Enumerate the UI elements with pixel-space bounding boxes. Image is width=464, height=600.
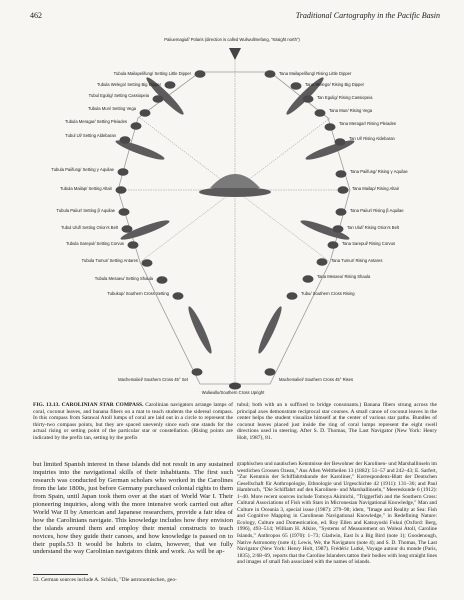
rising-star-label: Tana Mailap/ Rising Altair — [352, 186, 400, 191]
coral-lump — [315, 109, 326, 117]
rising-star-label: Tana Tumur/ Rising Antares — [331, 258, 383, 263]
coral-lump — [128, 241, 139, 249]
leaf-bundle — [255, 305, 284, 356]
coral-lump — [265, 368, 276, 376]
figure-caption-left — [33, 402, 233, 442]
rising-star-label: Tana Mesaeu/ Rising Shaula — [317, 274, 371, 279]
coral-lump — [165, 81, 176, 89]
coral-lump — [142, 259, 153, 267]
coral-lump — [303, 275, 314, 283]
coral-lump — [195, 70, 206, 78]
running-title: Traditional Cartography in the Pacific Basin — [295, 11, 440, 20]
coral-lump — [173, 292, 184, 300]
coral-lump — [153, 95, 164, 103]
setting-star-label: Tubula Sarepul/ Setting Corvus — [65, 241, 124, 246]
central-canoe — [199, 187, 271, 197]
coral-lump — [303, 95, 314, 103]
setting-star-label: Tubul Egulig/ Setting Cassiopeia — [88, 93, 149, 98]
setting-star-label: Tubul Ul/ Setting Aldebaran — [65, 133, 116, 138]
coral-lump — [317, 258, 328, 266]
coral-lump — [120, 136, 131, 144]
rising-star-label: Tubu/ Southern Cross Rising — [301, 291, 355, 296]
setting-star-label: Machemaliel/ Southern Cross 45° Set — [118, 377, 188, 382]
setting-star-label: Tubula Mailapelifung/ Setting Little Dipper — [113, 71, 191, 76]
figure-caption-label: FIG. 13.13. CAROLINIAN STAR COMPASS. — [33, 402, 144, 408]
coral-lump — [287, 292, 298, 300]
rising-star-label: Machemaliel/ Southern Cross 45° Rises — [279, 377, 354, 382]
rising-star-label: Tana Sarepul/ Rising Corvus — [342, 241, 396, 246]
setting-star-label: Tubula Paiiur/ Setting β Aquilae — [56, 208, 115, 213]
coral-lump — [118, 168, 129, 176]
coral-lump — [338, 186, 349, 194]
diagram-bottom-label: Wuliwullu/Southern Cross Upright — [201, 390, 265, 395]
leaf-bundle — [185, 305, 214, 356]
rising-star-label: Tana Paiifung/ Rising γ Aquilae — [350, 169, 408, 174]
setting-star-label: Tubukup/ Southern Cross Setting — [107, 291, 169, 296]
body-text-right-column: graphischen und nautischen Kenntnisse der Bewohner der Karolinen- und Marshallinseln im westlichen Grossen Ozean," Aus Allen Welttheilen 13 (1882): 51–57 and 242–43; E. Sarfert, "Zur Kenntnis der Schiffahrtskunde der Karoliner," Korrespondenz-Blatt der Deutschen Gesellschaft für Anthropologie, Ethnologie und Urgeschichte 42 (1911): 131–36; and Paul Hambruch, "Die Schiffahrt auf den Karolinen- und Marshallinseln," Meereskunde 6 (1912): 1–40. More recent sources include Tomoya Akimichi, "Triggerfish and the Southern Cross: Cultural Associations of Fish with Stars in Micronesian Navigational Knowledge," Man and Culture in Oceania 3, special issue (1987): 279–98; idem, "Image and Reality at Sea: Fish and Cognitive Mapping in Carolinean Navigational Knowledge," in Redefining Nature: Ecology, Culture and Domestication, ed. Roy Ellen and Katsuyoshi Fukui (Oxford: Berg, 1996), 493–514; William H. Alkire, "Systems of Measurement on Woleai Atoll, Caroline Islands," Anthropos 65 (1970): 1–73; Gladwin, East Is a Big Bird (note 1); Goodenough, Native Astronomy (note 4); Lewis, We, the Navigators (note 4); and S. D. Thomas, The Last Navigator (New York: Henry Holt, 1987). Frédéric Lutké, Voyage autour du monde (Paris, 1835), 2:68–69, reports that the Caroline Islanders tattoo their bodies with long straight lines and images of small fish associated with the names of islands. — [237, 461, 437, 566]
coral-lump — [333, 225, 344, 233]
polaris-marker — [229, 48, 241, 60]
setting-star-label: Tubul Uluf/ Setting Orion's Belt — [61, 225, 118, 230]
coral-lump — [116, 186, 127, 194]
setting-star-label: Tubula Welego/ Setting Big Dipper — [96, 82, 161, 87]
page-number: 462 — [30, 11, 42, 20]
footnote-53: 53. German sources include A. Schück, "Die astronomischen, geo- — [33, 577, 177, 583]
right-label-group — [279, 71, 408, 382]
leaf-bundle — [304, 137, 356, 162]
coral-lump — [336, 208, 347, 216]
setting-star-label: Tubula Mesaeu/ Setting Shaula — [94, 276, 153, 281]
coral-lump — [140, 109, 151, 117]
body-text-left-column: but limited Spanish interest in these islands did not result in any sustained inquiries into the navigational skills of their inhabitants. The first such research was conducted by German scholars who worked in the Carolines from the late 1800s, just before Germany purchased colonial rights to them from Spain, until Japan took them over at the start of World War I. Their pioneering inquiries, along with the more intensive work carried out after World War II by American and Japanese researchers, provide a fair idea of how the Carolinians navigate. This knowledge includes how they envision the islands around them and employ their mental constructs to teach novices, how they guide their canoes, and how knowledge is passed on to their pupils.53 It would be hubris to claim, however, that we fully understand the way Carolinian navigators think and work. As will be ap- — [33, 461, 233, 556]
setting-star-label: Tubula Mun/ Setting Vega — [87, 106, 136, 111]
coral-lump — [157, 276, 168, 284]
coral-lump — [291, 82, 302, 90]
setting-star-label: Tubula Paiifung/ Setting γ Aquilae — [51, 167, 114, 172]
rising-star-label: Tana Mailapelifung/ Rising Little Dipper — [279, 71, 352, 76]
coral-lump — [122, 225, 133, 233]
rising-star-label: Tana Meragar/ Rising Pleiades — [339, 121, 397, 126]
setting-star-label: Tubula Tumur/ Setting Antares — [81, 258, 138, 263]
figure-caption-right: tubul; both with an n suffixed to bridge consonants.) Banana fibers strung across the principal axes demonstrate reciprocal star courses. A small canoe of coconut leaves in the center helps the student visualize himself at the center of various star paths. Bundles of coconut leaves placed just inside the ring of coral lumps represent the eight swell directions used in steering. After S. D. Thomas, The Last Navigator (New York: Henry Holt, 1987), 81. — [237, 402, 437, 441]
coral-lump — [325, 123, 336, 131]
coral-lump — [265, 70, 276, 78]
rising-star-label: Tan Ul/ Rising Aldebaran — [349, 136, 395, 141]
coral-lump — [336, 170, 347, 178]
setting-star-label: Tubula Meragar/ Setting Pleiades — [65, 119, 127, 124]
southern-cross-marker — [229, 383, 241, 390]
rising-star-label: Tan Uluf/ Rising Orion's Belt — [347, 225, 399, 230]
rising-star-label: Tan Egulig/ Rising Cassiopeia — [317, 95, 373, 100]
coral-lump — [328, 241, 339, 249]
rising-star-label: Tana Welego/ Rising Big Dipper — [305, 82, 365, 87]
diagram-top-label: Paiiuemagiuf/ Polaris (direction is called Wuliwullmefang, "straight north") — [164, 37, 300, 42]
coral-lump — [119, 208, 130, 216]
coral-lump — [131, 122, 142, 130]
left-label-group — [51, 71, 191, 382]
footnote-rule — [33, 574, 88, 575]
rising-star-label: Tana Mun/ Rising Vega — [329, 108, 373, 113]
figure-caption-text-left: Carolinian navigators arrange lamps of coral, coconut leaves, and banana fibers on a mat to teach students the sidereal compass. In this compass from Satawal Atoll lumps of coral are laid out in a circle to represent the thirty-two compass points, but they are spaced unevenly since each one stands for the actual rising or setting point of the particular star or constellation. (Rising points are indicated by the prefix tan, setting by the prefix — [33, 402, 233, 441]
coral-lump — [335, 138, 346, 146]
rising-star-label: Tana Paiiur/ Rising β Aquilae — [350, 208, 404, 213]
canoe-sail — [210, 174, 260, 188]
setting-star-label: Tubula Mailap/ Setting Altair — [60, 186, 112, 191]
coral-lump — [192, 368, 203, 376]
